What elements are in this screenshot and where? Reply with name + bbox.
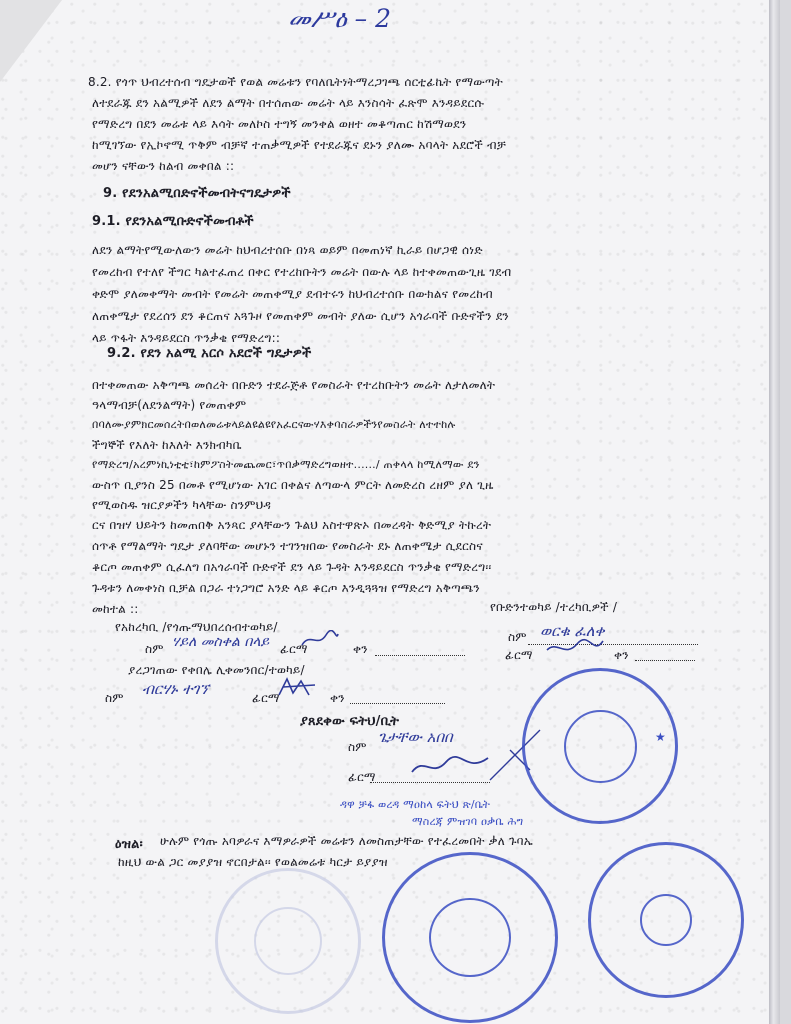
section-91-line: ቀድሞ ያለመቀማት መብት የመሬት መጠቀሚያ ደብተሩን ከህብረተሰቡ በውክልና የመረከብ — [92, 287, 493, 301]
note-line: ሁሉም የጎጡ አባዎራና እማዎራዎች መሬቱን ለመስጠታቸው የተፈረመበት ቃለ ጉባኤ — [160, 834, 533, 848]
section-82-line: መሆን ናቸውን ከልብ መቀበል :: — [92, 159, 235, 173]
left-date-line — [375, 655, 465, 656]
right-date-line — [635, 660, 695, 661]
star-icon: ★ — [655, 730, 666, 744]
section-92-line: በባለሙያምክርመሰረትበወለመሬቱላይልዩልዩየአፈርናውሃእቀባስራዎችንየመስራት ለተተከሉ — [92, 418, 456, 431]
section-91-title: 9.1. የደንአልሚቡድኖችመብቶች — [92, 214, 254, 229]
approver-date-label: ቀን — [330, 691, 345, 705]
section-92-line: የማድረግ/አረምነኪነቲቲ፣ከምፖስትመጨመር፣ጥበቃማድረግወዘተ....../ ጠቀላላ ከሚለማው ደን — [92, 458, 480, 471]
approver-name-handwriting: ብርሃኑ ተገኘ — [142, 680, 210, 698]
certifier-name-handwriting: ጌታቸው አበበ — [378, 728, 453, 746]
right-name-label: ስም — [508, 630, 527, 644]
right-signature-label: ፊርማ — [505, 648, 533, 662]
signature-mark-icon — [300, 630, 340, 650]
page-edge — [769, 0, 780, 1024]
left-name-handwriting: ሃይለ መስቀል በላይ — [172, 634, 270, 650]
section-92-line: በተቀመጠው አቅጣጫ መሰረት በቡድን ተደራጅቶ የመስራት የተረከቡትን መሬት ለታለመለት — [92, 378, 496, 392]
certifier-name-label: ስም — [348, 740, 367, 754]
section-92-line: ዓላማብቻ(ለደንልማት) የመጠቀም — [92, 398, 247, 412]
signature-mark-icon — [410, 752, 490, 780]
section-82-line: ለተደራጁ ደን አልሚዎች ለደን ልማት በተሰጠው መሬት ላይ እንስሳት ፈጽሞ እንዳይደርሱ — [92, 96, 485, 110]
official-seal-icon — [588, 842, 744, 998]
section-92-line: ውስጥ ቢያንስ 25 በመቶ የሚሆነው አገር በቀልና ለጣውላ ምርት ለመድረስ ረዘም ያለ ጊዜ — [92, 478, 494, 492]
signature-mark-icon — [545, 638, 605, 660]
left-signature-label: ፊርማ — [280, 642, 308, 656]
section-92-para2-line: ቆርጦ መጠቀም ሲፈለግ በአጎራባች ቡድኖች ደን ላይ ጉዳት እንዳይደርስ ጥንቃቄ የማድረግ፡፡ — [92, 560, 492, 574]
section-82-line: የማድረግ በደን መሬቱ ላይ እሳት መለኮስ ተግኝ መንቀል ወዘተ መቆጣጠር ከሽማወደን — [92, 117, 467, 131]
section-92-para2-line: ጉዳቱን ለመቀነስ ቢቻል በጋራ ተነጋግሮ አንድ ላይ ቆርጦ እንዲጓጓዝ የማድረግ አቅጣጫን — [92, 581, 480, 595]
approver-name-label: ስም — [105, 691, 124, 705]
left-date-label: ቀን — [353, 642, 368, 656]
section-82-line: 8.2. የጎጥ ህብረተሰብ ግዴታወች የወል መሬቱን የባለቤትነትማረጋገጫ ሰርቲፊኬት የማውጣት — [88, 75, 503, 89]
certifier-signature-line — [370, 782, 490, 783]
right-date-label: ቀን — [614, 648, 629, 662]
right-signatory-title: የቡድንተወካይ /ተረካቢዎች / — [490, 600, 618, 614]
section-91-line: የመረከብ የተለየ ችግር ካልተፈጠረ በቀር የተረከቡትን መሬት በውሉ ላይ ከተቀመጠውጊዜ ገደብ — [92, 265, 512, 279]
section-92-para2-line: ሰጥቶ የማልማት ግዴታ ያለባቸው መሆኑን ተገንዝበው የመስራት ደኑ ለጠቀሜታ ሲደርስና — [92, 539, 483, 553]
official-seal-icon — [215, 868, 361, 1014]
approver-date-line — [350, 703, 445, 704]
section-91-line: ለደን ልማትየሚውለውን መሬት ከህብረተሰቡ በነጻ ወይም በመጠነኛ ኪራይ በሆጋዊ ሰነድ — [92, 243, 483, 257]
official-seal-icon — [522, 668, 678, 824]
section-92-title: 9.2. የደን አልሚ አርሶ አደሮች ግዴታዎች — [107, 346, 312, 361]
certifier-title: ያጸደቀው ፍትህ/ቢት — [300, 714, 400, 729]
folded-corner — [0, 0, 62, 82]
note-line: ከዚህ ውል ጋር መያያዝ ኖርበታል፡፡ የወልመሬቱ ካርታ ይያያዝ — [118, 855, 388, 869]
left-name-label: ስም — [145, 642, 164, 656]
right-name-handwriting: ወርቁ ፈለቀ — [540, 622, 605, 640]
section-92-line: የሚወስዱ ዝርያዎችን ካላቸው ስንምህዳ — [92, 498, 272, 512]
section-9-title: 9. የደንአልሚበድኖችመብትናግዴታዎች — [103, 186, 291, 201]
official-seal-icon — [382, 852, 558, 1023]
section-82-line: ከሚገኘው የኢኮኖሚ ጥቅም ብቻኛ ተጠቃሚዎች የተደራጁና ደኑን ያለሙ አባላት አደሮች ብቻ — [92, 138, 507, 152]
certifier-signature-label: ፊርማ — [348, 770, 376, 784]
page-marker: መሥዕ – 2 — [288, 4, 391, 33]
stamp-text: ዳዋ ቻፋ ወረዳ ማዐከላ ፍትህ ጽ/ቤት — [340, 798, 491, 811]
approver-signature-label: ፊርማ — [252, 691, 280, 705]
section-91-line: ለጠቀሜታ የደረሰን ደን ቆርጠና አጓጉዞ የመጠቀም መብት ያለው ሲሆን አጎራባች ቡድኖችን ደን — [92, 309, 509, 323]
section-92-para2-line: መከተል :: — [92, 602, 139, 616]
section-92-para2-line: ርና በዝሃ ህይትን ከመጠበቅ አንጻር ያላቸውን ጉልህ አስተዋጽኦ በመረዳት ቅድሚያ ትኩረት — [92, 518, 492, 532]
stamp-text: ማስረጃ ምዝገባ ዐቃቤ ሕግ — [412, 815, 524, 828]
note-label: ዕዝል፡ — [115, 837, 143, 852]
section-91-line: ላይ ጥፋት እንዳይደርስ ጥንቃቄ የማድረግ:: — [92, 331, 281, 345]
section-92-line: ችግኞች የእለት ከእለት እንክብካቤ — [92, 438, 242, 452]
approver-title: ያረጋገጠው የቀበሌ ሊቀመንበር/ተወካይ/ — [128, 663, 305, 677]
signature-mark-icon — [275, 675, 325, 701]
left-signatory-title: የአከረካቢ /የጎጡማህበረሰብተወካይ/ — [115, 620, 278, 634]
